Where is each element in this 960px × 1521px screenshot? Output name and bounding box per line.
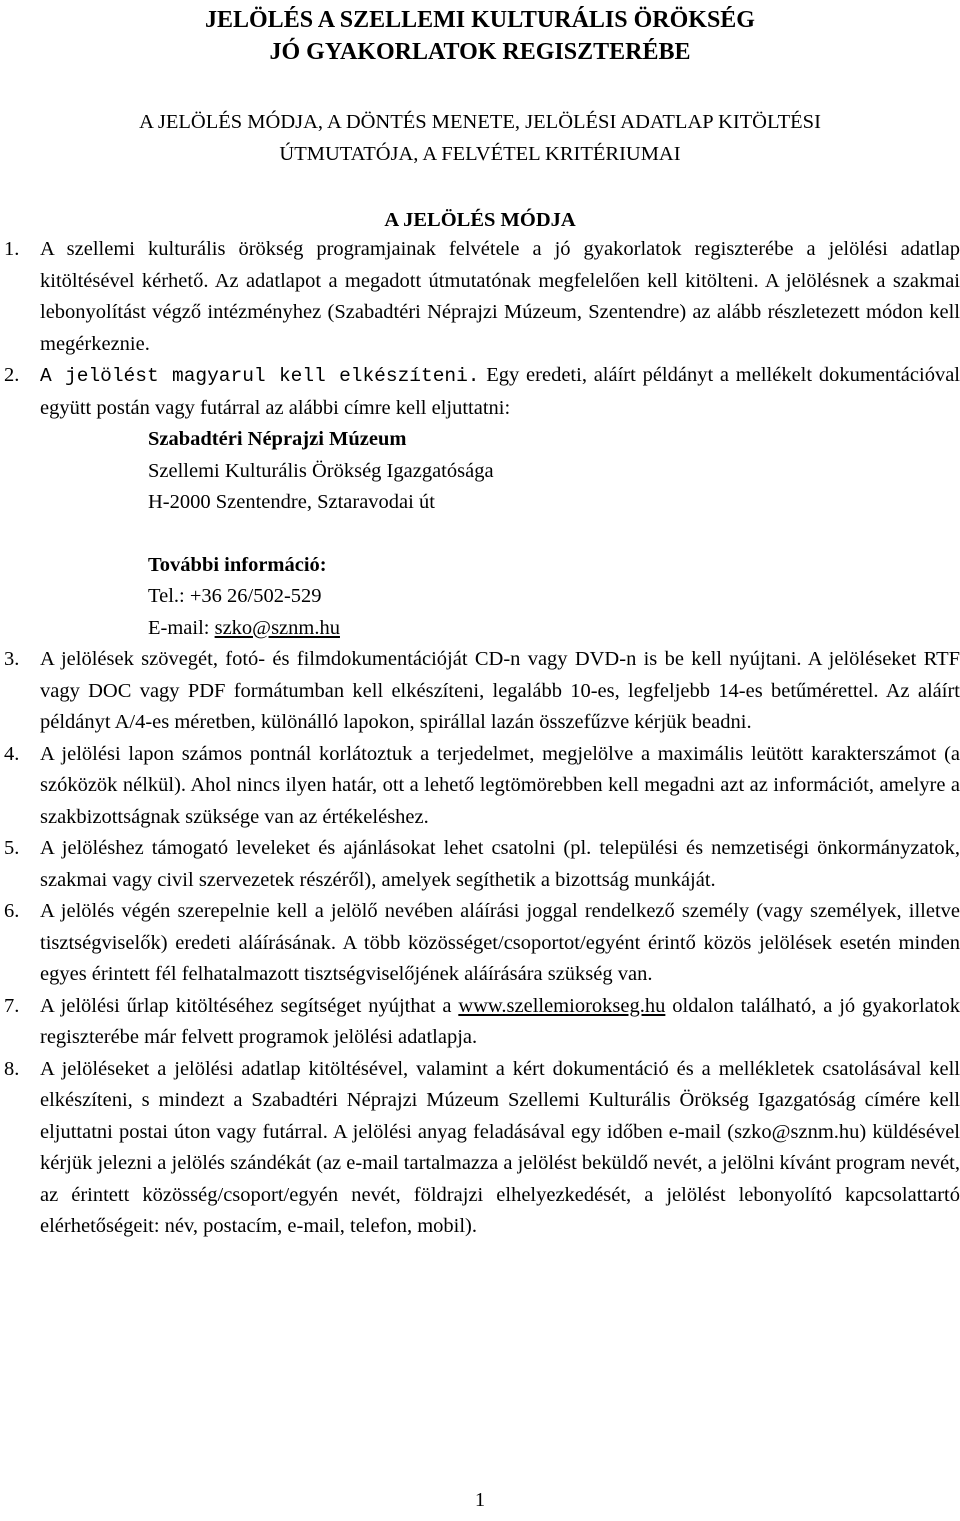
list-item-1 [0, 234, 960, 360]
subtitle-line-1: A JELÖLÉS MÓDJA, A DÖNTÉS MENETE, JELÖLÉSI ADATLAP KITÖLTÉSI [139, 111, 821, 133]
list-item-8 [0, 1054, 960, 1243]
text-before-link: A jelölési űrlap kitöltéséhez segítséget nyújthat a [40, 994, 459, 1017]
page-number: 1 [474, 1489, 486, 1511]
address-street: H-2000 Szentendre, Sztaravodai út [148, 491, 435, 513]
address-name: Szabadtéri Néprajzi Múzeum [148, 428, 407, 450]
list-number: 2. [4, 364, 20, 386]
list-number: 7. [4, 994, 20, 1017]
section-heading: A JELÖLÉS MÓDJA [384, 209, 576, 231]
title-line-1: JELÖLÉS A SZELLEMI KULTURÁLIS ÖRÖKSÉG [205, 7, 755, 33]
info-label: További információ: [148, 553, 327, 576]
list-item-5 [0, 833, 960, 896]
paragraph-text: A jelölések szövegét, fotó- és filmdokumentációját CD-n vagy DVD-n is be kell nyújtani. A jelöléseket RTF vagy DOC vagy PDF formátumban kell elkészíteni, legalább 10-es, legfeljebb 14-es betűmérettel. Az aláírt példányt A/4-es méretben, különálló lapokon, spirállal lazán összefűzve kérjük beadni. [40, 648, 960, 733]
list-number: 4. [4, 742, 20, 765]
paragraph-text: A jelöléseket a jelölési adatlap kitöltésével, valamint a kért dokumentáció és a mellékletek csatolásával kell elkészíteni, s mindezt a Szabadtéri Néprajzi Múzeum Szellemi Kulturális Örökség Igazgatóság címére kell eljuttatni postai úton vagy futárral. A jelölési anyag feladásával egy időben e-mail (szko@sznm.hu) küldésével kérjük jelezni a jelölés szándékát (az e-mail tartalmazza a jelölést beküldő nevét, a jelölni kívánt program nevét, az érintett közösség/csoport/egyén nevét, földrajzi elhelyezkedését, a jelölést lebonyolító kapcsolattartó elérhetőségeit: név, postacím, e-mail, telefon, mobil). [40, 1057, 960, 1237]
address-department: Szellemi Kulturális Örökség Igazgatósága [148, 459, 494, 482]
list-item-6 [0, 896, 960, 991]
title-line-2: JÓ GYAKORLATOK REGISZTERÉBE [269, 39, 691, 65]
paragraph-text: A szellemi kulturális örökség programjainak felvétele a jó gyakorlatok regiszterébe a jelölési adatlap kitöltésével kérhető. Az adatlapot a megadott útmutatónak megfelelően kell kitölteni. A jelölésnek a szakmai lebonyolítást végző intézményhez (Szabadtéri Néprajzi Múzeum, Szentendre) az alább részletezett módon kell megérkeznie. [40, 238, 960, 355]
email-link[interactable]: szko@sznm.hu [214, 616, 340, 639]
paragraph-continuation: Egy eredeti, aláírt példányt a mellékelt dokumentációval együtt postán vagy futárral az alábbi címre kell eljuttatni: [40, 364, 960, 419]
emphasis-text: A jelölést magyarul kell elkészíteni. [40, 365, 480, 387]
phone-number: Tel.: +36 26/502-529 [148, 585, 322, 607]
email-label: E-mail: [148, 616, 215, 639]
website-link[interactable]: www.szellemiorokseg.hu [458, 994, 666, 1017]
list-number: 6. [4, 900, 20, 922]
spacer [148, 519, 960, 550]
subtitle-line-2: ÚTMUTATÓJA, A FELVÉTEL KRITÉRIUMAI [279, 143, 681, 165]
paragraph-text: A jelölési lapon számos pontnál korlátoztuk a terjedelmet, megjelölve a maximális leütött karakterszámot (a szóközök nélkül). Ahol nincs ilyen határ, ott a lehető legtömörebben kell megadni azt az információt, amelyre a szakbizottságnak szüksége van az értékeléshez. [40, 742, 960, 828]
list-item-7 [0, 991, 960, 1054]
list-item-4 [0, 739, 960, 834]
document-title [0, 4, 960, 68]
address-block [40, 424, 960, 644]
list-number: 3. [4, 648, 20, 670]
list-item-3 [0, 644, 960, 739]
numbered-list [0, 234, 960, 1243]
list-number: 5. [4, 837, 20, 859]
paragraph-text: A jelölés végén szerepelnie kell a jelölő nevében aláírási joggal rendelkező személy (vagy személyek, illetve tisztségviselők) eredeti aláírásának. A több közösséget/csoportot/egyént érintő közös jelölések esetén minden egyes érintett fél felhatalmazott tisztségviselőjének aláírására szükség van. [40, 900, 960, 985]
paragraph-text [40, 991, 960, 1054]
paragraph-text [40, 360, 960, 424]
list-number: 8. [4, 1057, 20, 1080]
email-line [148, 613, 960, 645]
document-subtitle [0, 106, 960, 170]
list-number: 1. [4, 238, 20, 260]
text-after-link: oldalon található, a jó gyakorlatok regiszterébe már felvett programok jelölési adatlapja. [40, 994, 960, 1048]
list-item-2 [0, 360, 960, 644]
paragraph-text: A jelöléshez támogató leveleket és ajánlásokat lehet csatolni (pl. települési és nemzetiségi önkormányzatok, szakmai vagy civil szervezetek részéről), amelyek segíthetik a bizottság munkáját. [40, 837, 960, 891]
